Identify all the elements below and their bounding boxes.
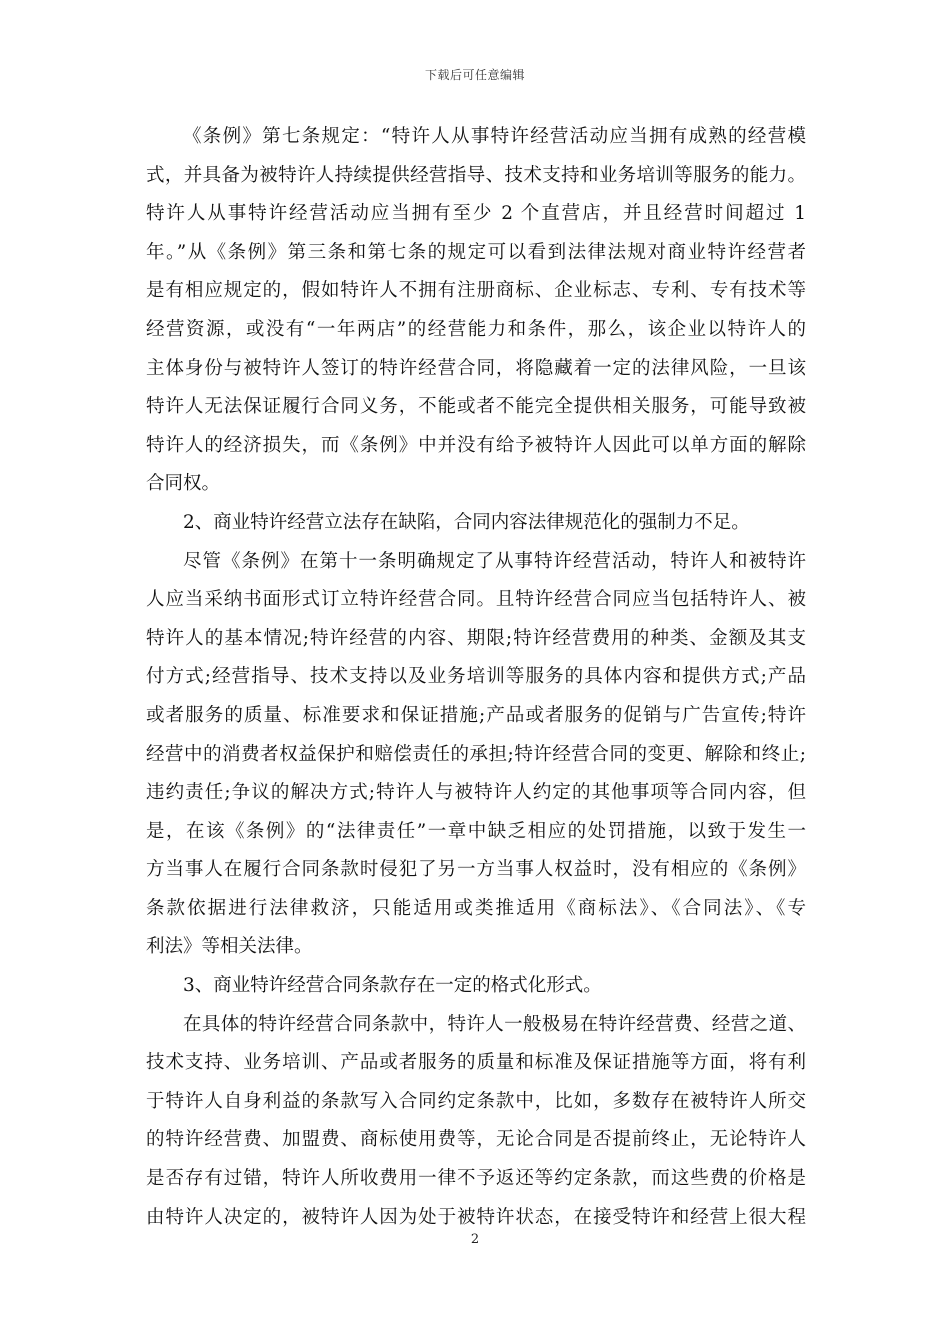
document-body <box>146 118 806 1237</box>
text-line: 方当事人在履行合同条款时侵犯了另一方当事人权益时，没有相应的《条例》 <box>146 859 806 881</box>
page-number: 2 <box>470 1232 480 1247</box>
text-line: 由特许人决定的，被特许人因为处于被特许状态，在接受特许和经营上很大程 <box>146 1206 806 1228</box>
text-line: 特许人从事特许经营活动应当拥有至少 2 个直营店，并且经营时间超过 1 <box>146 203 806 225</box>
text-line: 是有相应规定的，假如特许人不拥有注册商标、企业标志、专利、专有技术等 <box>146 280 806 302</box>
text-line: 利法》等相关法律。 <box>146 936 313 958</box>
text-line: 是否存有过错，特许人所收费用一律不予返还等约定条款，而这些费的价格是 <box>146 1168 806 1190</box>
text-line: 式，并具备为被特许人持续提供经营指导、技术支持和业务培训等服务的能力。 <box>146 164 806 186</box>
text-line: 的特许经营费、加盟费、商标使用费等，无论合同是否提前终止，无论特许人 <box>146 1129 806 1151</box>
text-line: 经营资源，或没有“一年两店”的经营能力和条件，那么，该企业以特许人的 <box>146 318 806 340</box>
text-line: 《条例》第七条规定：“特许人从事特许经营活动应当拥有成熟的经营模 <box>183 126 806 147</box>
text-line: 尽管《条例》在第十一条明确规定了从事特许经营活动，特许人和被特许 <box>183 550 806 572</box>
page-header: 下载后可任意编辑 <box>424 68 525 82</box>
text-line: 付方式;经营指导、技术支持以及业务培训等服务的具体内容和提供方式;产品 <box>146 666 806 688</box>
text-line: 或者服务的质量、标准要求和保证措施;产品或者服务的促销与广告宣传;特许 <box>146 704 806 726</box>
text-line: 特许人的经济损失，而《条例》中并没有给予被特许人因此可以单方面的解除 <box>146 434 806 456</box>
text-line: 特许人无法保证履行合同义务，不能或者不能完全提供相关服务，可能导致被 <box>146 396 806 418</box>
text-line: 是，在该《条例》的“法律责任”一章中缺乏相应的处罚措施，以致于发生一 <box>146 820 806 842</box>
text-line: 合同权。 <box>146 473 221 495</box>
text-line: 人应当采纳书面形式订立特许经营合同。且特许经营合同应当包括特许人、被 <box>146 589 806 611</box>
section-heading: 3、商业特许经营合同条款存在一定的格式化形式。 <box>183 975 602 997</box>
text-line: 违约责任;争议的解决方式;特许人与被特许人约定的其他事项等合同内容，但 <box>146 782 806 804</box>
text-line: 经营中的消费者权益保护和赔偿责任的承担;特许经营合同的变更、解除和终止; <box>146 743 806 765</box>
text-line: 在具体的特许经营合同条款中，特许人一般极易在特许经营费、经营之道、 <box>183 1013 806 1035</box>
text-line: 技术支持、业务培训、产品或者服务的质量和标准及保证措施等方面，将有利 <box>146 1052 806 1074</box>
section-heading: 2、商业特许经营立法存在缺陷，合同内容法律规范化的强制力不足。 <box>183 511 750 533</box>
text-line: 条款依据进行法律救济，只能适用或类推适用《商标法》、《合同法》、《专 <box>146 897 806 919</box>
text-line: 特许人的基本情况;特许经营的内容、期限;特许经营费用的种类、金额及其支 <box>146 627 806 649</box>
text-line: 主体身份与被特许人签订的特许经营合同，将隐藏着一定的法律风险，一旦该 <box>146 357 806 379</box>
text-line: 于特许人自身利益的条款写入合同约定条款中，比如，多数存在被特许人所交 <box>146 1090 806 1112</box>
text-line: 年。”从《条例》第三条和第七条的规定可以看到法律法规对商业特许经营者 <box>146 241 806 263</box>
